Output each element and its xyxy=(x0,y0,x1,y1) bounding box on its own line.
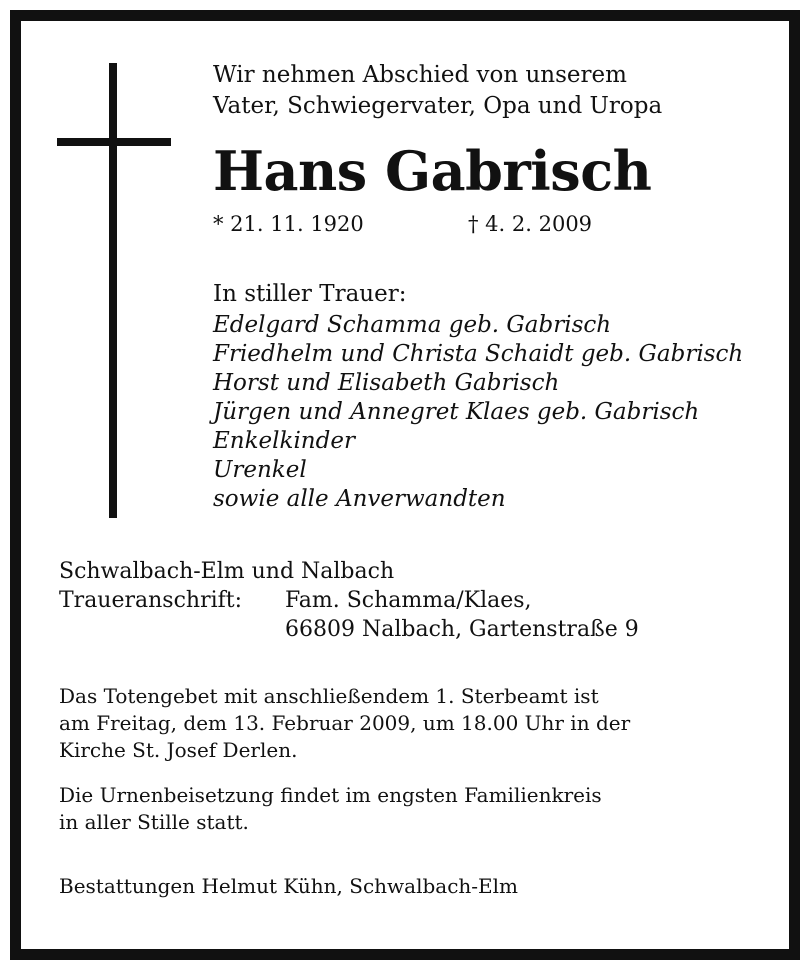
service-line: Das Totengebet mit anschließendem 1. Sterbeamt ist xyxy=(59,684,599,708)
intro-line: Vater, Schwiegervater, Opa und Uropa xyxy=(213,93,663,119)
funeral-home: Bestattungen Helmut Kühn, Schwalbach-Elm xyxy=(59,874,518,898)
mourners-list xyxy=(213,311,743,514)
intro-line: Wir nehmen Abschied von unserem xyxy=(213,62,627,88)
mourner-item: Enkelkinder xyxy=(213,428,355,454)
burial-line: in aller Stille statt. xyxy=(59,810,249,834)
mourner-item: Friedhelm und Christa Schaidt geb. Gabrisch xyxy=(213,341,744,367)
mourner-item: Urenkel xyxy=(213,457,307,483)
death-date: † 4. 2. 2009 xyxy=(468,212,593,236)
service-line: am Freitag, dem 13. Februar 2009, um 18.00 Uhr in der xyxy=(59,711,631,735)
address-label: Traueranschrift: xyxy=(59,588,243,613)
cross-horizontal-bar xyxy=(57,138,171,146)
mourner-item: sowie alle Anverwandten xyxy=(213,486,506,512)
address-line-2: 66809 Nalbach, Gartenstraße 9 xyxy=(285,617,639,642)
deceased-name: Hans Gabrisch xyxy=(213,139,652,203)
service-paragraph xyxy=(59,683,630,764)
mourner-item: Edelgard Schamma geb. Gabrisch xyxy=(213,312,612,338)
cross-vertical-bar xyxy=(109,63,117,518)
service-line: Kirche St. Josef Derlen. xyxy=(59,738,298,762)
mourner-item: Horst und Elisabeth Gabrisch xyxy=(213,370,560,396)
burial-paragraph xyxy=(59,782,602,836)
address-line-1: Fam. Schamma/Klaes, xyxy=(285,588,532,613)
burial-line: Die Urnenbeisetzung findet im engsten Familienkreis xyxy=(59,783,602,807)
place-line: Schwalbach-Elm und Nalbach xyxy=(59,559,395,584)
mourning-heading: In stiller Trauer: xyxy=(213,281,407,307)
intro-text xyxy=(213,60,662,122)
birth-date: * 21. 11. 1920 xyxy=(213,212,364,236)
mourner-item: Jürgen und Annegret Klaes geb. Gabrisch xyxy=(213,399,700,425)
